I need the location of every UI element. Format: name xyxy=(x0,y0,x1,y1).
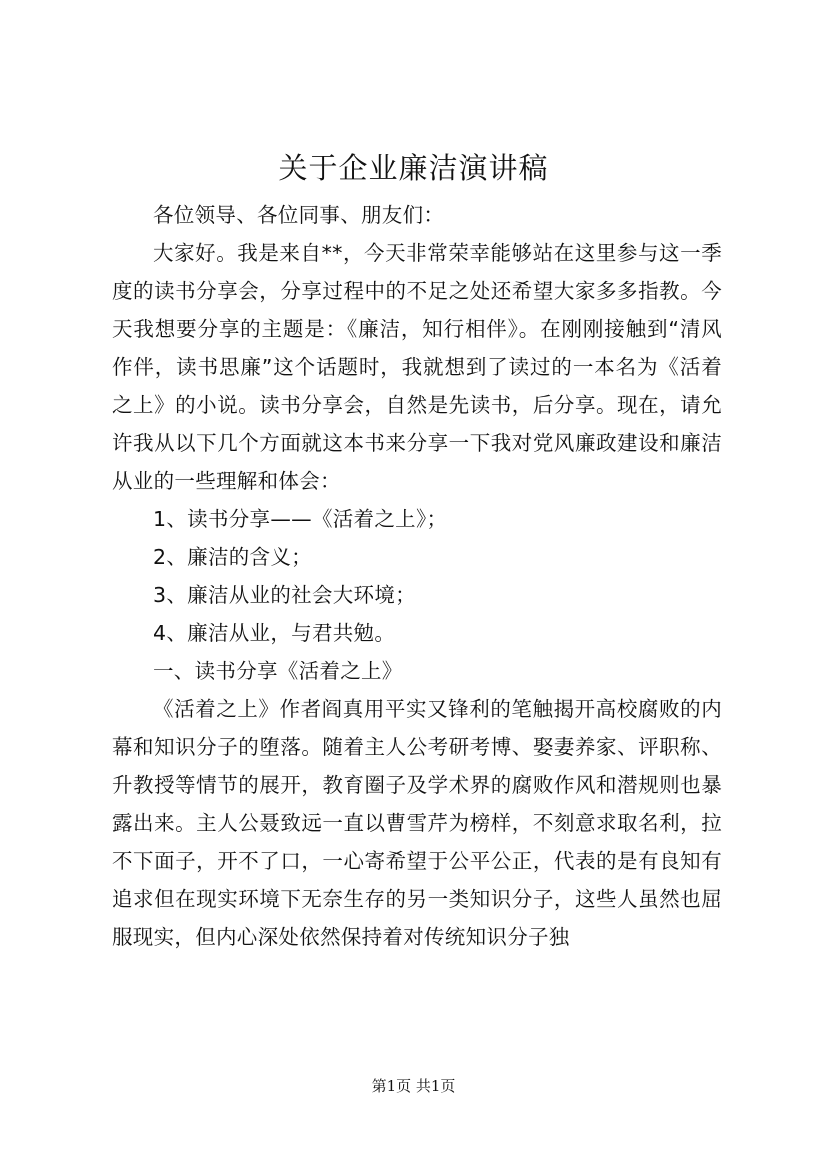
document-title: 关于企业廉洁演讲稿 xyxy=(278,151,549,185)
section-heading-1: 一、读书分享《活着之上》 xyxy=(153,659,403,683)
list-item-4: 4、廉洁从业，与君共勉。 xyxy=(153,621,396,645)
paragraph-book-review: 《活着之上》作者阎真用平实又锋利的笔触揭开高校腐败的内幕和知识分子的堕落。随着主人公考研考博、娶妻养家、评职称、升教授等情节的展开，教育圈子及学术界的腐败作风和潜规则也暴露出来。主人公聂致远一直以曹雪芹为榜样，不刻意求取名利，拉不下面子，开不了口，一心寄希望于公平公正，代表的是有良知有追求但在现实环境下无奈生存的另一类知识分子，这些人虽然也屈服现实，但内心深处依然保持着对传统知识分子独 xyxy=(112,697,722,949)
paragraph-greeting: 各位领导、各位同事、朋友们： xyxy=(153,203,445,227)
list-item-3: 3、廉洁从业的社会大环境； xyxy=(153,583,416,607)
page-footer: 第1页 共1页 xyxy=(371,1077,456,1095)
document-body xyxy=(112,196,722,956)
paragraph-intro: 大家好。我是来自**，今天非常荣幸能够站在这里参与这一季度的读书分享会，分享过程中的不足之处还希望大家多多指教。今天我想要分享的主题是：《廉洁，知行相伴》。在刚刚接触到“清风作伴，读书思廉”这个话题时，我就想到了读过的一本名为《活着之上》的小说。读书分享会，自然是先读书，后分享。现在，请允许我从以下几个方面就这本书来分享一下我对党风廉政建设和廉洁从业的一些理解和体会： xyxy=(112,241,722,493)
list-item-2: 2、廉洁的含义； xyxy=(153,545,312,569)
list-item-1: 1、读书分享——《活着之上》； xyxy=(153,507,448,531)
